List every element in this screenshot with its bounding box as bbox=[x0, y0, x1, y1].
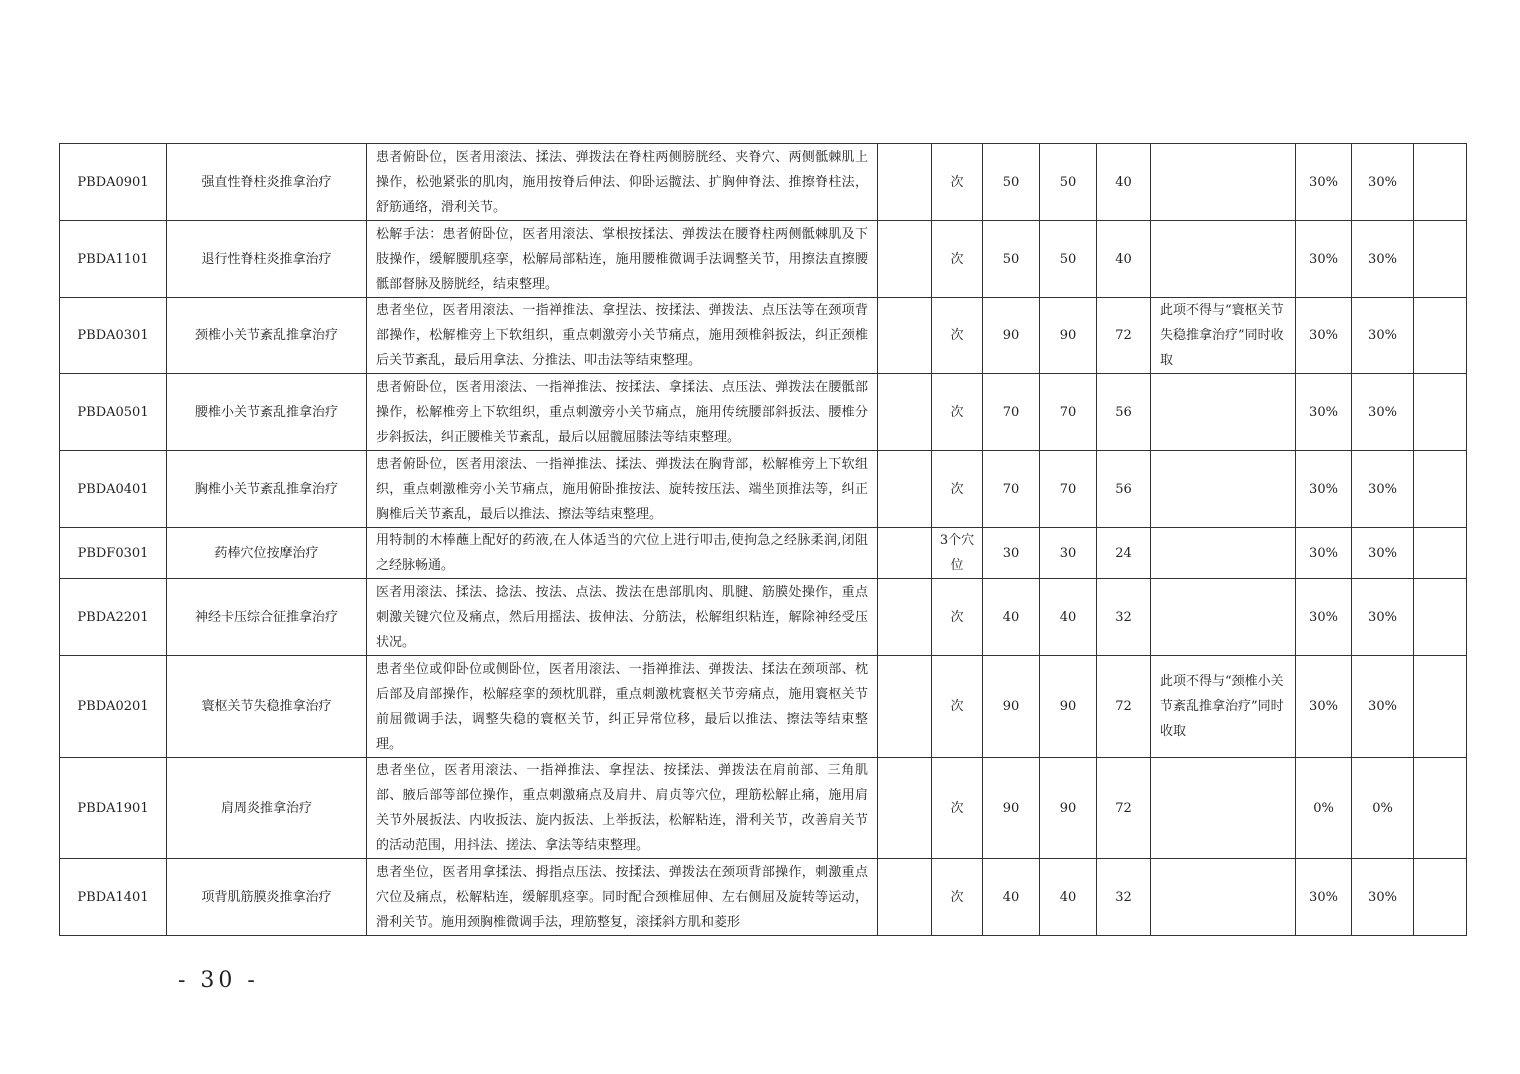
name-cell: 胸椎小关节紊乱推拿治疗 bbox=[167, 451, 367, 528]
ratio1-cell: 30% bbox=[1296, 221, 1352, 298]
ratio1-cell: 30% bbox=[1296, 656, 1352, 758]
price2-cell: 40 bbox=[1040, 859, 1097, 936]
excluded-cell bbox=[878, 758, 932, 859]
fee-table bbox=[59, 143, 1467, 936]
code-cell: PBDA0501 bbox=[60, 374, 167, 451]
excluded-cell bbox=[878, 144, 932, 221]
ratio2-cell: 30% bbox=[1352, 859, 1414, 936]
note-cell bbox=[1151, 221, 1296, 298]
price3-cell: 56 bbox=[1097, 451, 1151, 528]
unit-cell: 次 bbox=[932, 579, 983, 656]
price3-cell: 40 bbox=[1097, 221, 1151, 298]
price3-cell: 72 bbox=[1097, 758, 1151, 859]
unit-cell: 次 bbox=[932, 758, 983, 859]
price1-cell: 30 bbox=[983, 528, 1040, 579]
name-cell: 退行性脊柱炎推拿治疗 bbox=[167, 221, 367, 298]
content-cell: 患者俯卧位，医者用滚法、揉法、弹拨法在脊柱两侧膀胱经、夹脊穴、两侧骶棘肌上操作，松弛紧张的肌肉，施用按脊后伸法、仰卧运髋法、扩胸伸脊法、推擦脊柱法，舒筋通络，滑利关节。 bbox=[367, 144, 878, 221]
name-cell: 强直性脊柱炎推拿治疗 bbox=[167, 144, 367, 221]
ratio2-cell: 30% bbox=[1352, 298, 1414, 374]
unit-cell: 次 bbox=[932, 859, 983, 936]
name-cell: 项背肌筋膜炎推拿治疗 bbox=[167, 859, 367, 936]
ratio1-cell: 30% bbox=[1296, 859, 1352, 936]
ratio2-cell: 30% bbox=[1352, 579, 1414, 656]
extra-cell bbox=[1414, 656, 1467, 758]
table-row bbox=[60, 451, 1467, 528]
price3-cell: 24 bbox=[1097, 528, 1151, 579]
ratio2-cell: 30% bbox=[1352, 656, 1414, 758]
page-number: - 30 - bbox=[178, 968, 259, 993]
excluded-cell bbox=[878, 221, 932, 298]
table-row bbox=[60, 374, 1467, 451]
note-cell: 此项不得与“颈椎小关节紊乱推拿治疗”同时收取 bbox=[1151, 656, 1296, 758]
code-cell: PBDA1901 bbox=[60, 758, 167, 859]
table-row bbox=[60, 579, 1467, 656]
excluded-cell bbox=[878, 579, 932, 656]
price2-cell: 50 bbox=[1040, 144, 1097, 221]
price1-cell: 70 bbox=[983, 451, 1040, 528]
content-cell: 患者俯卧位，医者用滚法、一指禅推法、揉法、弹拨法在胸背部，松解椎旁上下软组织，重点刺激椎旁小关节痛点，施用俯卧推按法、旋转按压法、端坐顶推法等，纠正胸椎后关节紊乱，最后以推法、擦法等结束整理。 bbox=[367, 451, 878, 528]
table-row bbox=[60, 859, 1467, 936]
name-cell: 药棒穴位按摩治疗 bbox=[167, 528, 367, 579]
ratio2-cell: 30% bbox=[1352, 451, 1414, 528]
extra-cell bbox=[1414, 298, 1467, 374]
unit-cell: 次 bbox=[932, 298, 983, 374]
content-cell: 松解手法：患者俯卧位，医者用滚法、掌根按揉法、弹拨法在腰脊柱两侧骶棘肌及下肢操作，缓解腰肌痉挛，松解局部粘连，施用腰椎微调手法调整关节，用擦法直擦腰骶部督脉及膀胱经，结束整理。 bbox=[367, 221, 878, 298]
code-cell: PBDF0301 bbox=[60, 528, 167, 579]
price3-cell: 72 bbox=[1097, 656, 1151, 758]
price1-cell: 50 bbox=[983, 221, 1040, 298]
table-row bbox=[60, 528, 1467, 579]
price3-cell: 40 bbox=[1097, 144, 1151, 221]
extra-cell bbox=[1414, 579, 1467, 656]
ratio1-cell: 30% bbox=[1296, 298, 1352, 374]
code-cell: PBDA0401 bbox=[60, 451, 167, 528]
ratio1-cell: 30% bbox=[1296, 579, 1352, 656]
content-cell: 患者俯卧位，医者用滚法、一指禅推法、按揉法、拿揉法、点压法、弹拨法在腰骶部操作，松解椎旁上下软组织，重点刺激旁小关节痛点，施用传统腰部斜扳法、腰椎分步斜扳法，纠正腰椎关节紊乱，最后以屈髋屈膝法等结束整理。 bbox=[367, 374, 878, 451]
note-cell bbox=[1151, 528, 1296, 579]
extra-cell bbox=[1414, 374, 1467, 451]
content-cell: 医者用滚法、揉法、捻法、按法、点法、拨法在患部肌肉、肌腱、筋膜处操作，重点刺激关键穴位及痛点，然后用摇法、拔伸法、分筋法，松解组织粘连，解除神经受压状况。 bbox=[367, 579, 878, 656]
unit-cell: 次 bbox=[932, 656, 983, 758]
extra-cell bbox=[1414, 221, 1467, 298]
price1-cell: 70 bbox=[983, 374, 1040, 451]
ratio2-cell: 30% bbox=[1352, 221, 1414, 298]
note-cell: 此项不得与“寰枢关节失稳推拿治疗”同时收取 bbox=[1151, 298, 1296, 374]
price2-cell: 70 bbox=[1040, 451, 1097, 528]
excluded-cell bbox=[878, 859, 932, 936]
name-cell: 肩周炎推拿治疗 bbox=[167, 758, 367, 859]
ratio1-cell: 30% bbox=[1296, 144, 1352, 221]
ratio2-cell: 30% bbox=[1352, 528, 1414, 579]
price2-cell: 70 bbox=[1040, 374, 1097, 451]
code-cell: PBDA2201 bbox=[60, 579, 167, 656]
price1-cell: 40 bbox=[983, 579, 1040, 656]
price2-cell: 40 bbox=[1040, 579, 1097, 656]
note-cell bbox=[1151, 374, 1296, 451]
excluded-cell bbox=[878, 374, 932, 451]
extra-cell bbox=[1414, 859, 1467, 936]
content-cell: 患者坐位，医者用滚法、一指禅推法、拿捏法、按揉法、弹拨法在肩前部、三角肌部、腋后部等部位操作，重点刺激痛点及肩井、肩贞等穴位，理筋松解止痛，施用肩关节外展扳法、内收扳法、旋内扳法、上举扳法，松解粘连，滑利关节，改善肩关节的活动范围，用抖法、搓法、拿法等结束整理。 bbox=[367, 758, 878, 859]
ratio2-cell: 30% bbox=[1352, 144, 1414, 221]
name-cell: 颈椎小关节紊乱推拿治疗 bbox=[167, 298, 367, 374]
price2-cell: 90 bbox=[1040, 298, 1097, 374]
ratio1-cell: 30% bbox=[1296, 451, 1352, 528]
extra-cell bbox=[1414, 144, 1467, 221]
price1-cell: 90 bbox=[983, 758, 1040, 859]
price3-cell: 32 bbox=[1097, 859, 1151, 936]
content-cell: 患者坐位，医者用滚法、一指禅推法、拿捏法、按揉法、弹拨法、点压法等在颈项背部操作，松解椎旁上下软组织，重点刺激旁小关节痛点，施用颈椎斜扳法，纠正颈椎后关节紊乱，最后用拿法、分推法、叩击法等结束整理。 bbox=[367, 298, 878, 374]
extra-cell bbox=[1414, 758, 1467, 859]
name-cell: 神经卡压综合征推拿治疗 bbox=[167, 579, 367, 656]
content-cell: 患者坐位，医者用拿揉法、拇指点压法、按揉法、弹拨法在颈项背部操作，刺激重点穴位及痛点，松解粘连，缓解肌痉挛。同时配合颈椎屈伸、左右侧屈及旋转等运动，滑利关节。施用颈胸椎微调手法，理筋整复，滚揉斜方肌和菱形 bbox=[367, 859, 878, 936]
note-cell bbox=[1151, 579, 1296, 656]
unit-cell: 次 bbox=[932, 374, 983, 451]
price1-cell: 40 bbox=[983, 859, 1040, 936]
table-row bbox=[60, 758, 1467, 859]
code-cell: PBDA0901 bbox=[60, 144, 167, 221]
name-cell: 寰枢关节失稳推拿治疗 bbox=[167, 656, 367, 758]
excluded-cell bbox=[878, 451, 932, 528]
code-cell: PBDA0201 bbox=[60, 656, 167, 758]
unit-cell: 3个穴位 bbox=[932, 528, 983, 579]
extra-cell bbox=[1414, 528, 1467, 579]
table-row bbox=[60, 656, 1467, 758]
note-cell bbox=[1151, 144, 1296, 221]
ratio1-cell: 30% bbox=[1296, 528, 1352, 579]
note-cell bbox=[1151, 758, 1296, 859]
unit-cell: 次 bbox=[932, 451, 983, 528]
price2-cell: 30 bbox=[1040, 528, 1097, 579]
price2-cell: 90 bbox=[1040, 656, 1097, 758]
note-cell bbox=[1151, 859, 1296, 936]
code-cell: PBDA1101 bbox=[60, 221, 167, 298]
code-cell: PBDA0301 bbox=[60, 298, 167, 374]
price1-cell: 90 bbox=[983, 656, 1040, 758]
code-cell: PBDA1401 bbox=[60, 859, 167, 936]
unit-cell: 次 bbox=[932, 221, 983, 298]
table-body bbox=[60, 144, 1467, 936]
price3-cell: 72 bbox=[1097, 298, 1151, 374]
price1-cell: 50 bbox=[983, 144, 1040, 221]
table-row bbox=[60, 144, 1467, 221]
table-row bbox=[60, 298, 1467, 374]
unit-cell: 次 bbox=[932, 144, 983, 221]
name-cell: 腰椎小关节紊乱推拿治疗 bbox=[167, 374, 367, 451]
price1-cell: 90 bbox=[983, 298, 1040, 374]
ratio1-cell: 30% bbox=[1296, 374, 1352, 451]
table-row bbox=[60, 221, 1467, 298]
ratio2-cell: 0% bbox=[1352, 758, 1414, 859]
extra-cell bbox=[1414, 451, 1467, 528]
ratio2-cell: 30% bbox=[1352, 374, 1414, 451]
excluded-cell bbox=[878, 298, 932, 374]
ratio1-cell: 0% bbox=[1296, 758, 1352, 859]
price2-cell: 90 bbox=[1040, 758, 1097, 859]
price2-cell: 50 bbox=[1040, 221, 1097, 298]
price3-cell: 56 bbox=[1097, 374, 1151, 451]
note-cell bbox=[1151, 451, 1296, 528]
excluded-cell bbox=[878, 656, 932, 758]
content-cell: 用特制的木棒蘸上配好的药液,在人体适当的穴位上进行叩击,使拘急之经脉柔润,闭阻之经脉畅通。 bbox=[367, 528, 878, 579]
excluded-cell bbox=[878, 528, 932, 579]
price3-cell: 32 bbox=[1097, 579, 1151, 656]
content-cell: 患者坐位或仰卧位或侧卧位，医者用滚法、一指禅推法、弹拨法、揉法在颈项部、枕后部及肩部操作，松解痉挛的颈枕肌群，重点刺激枕寰枢关节旁痛点，施用寰枢关节前屈微调手法，调整失稳的寰枢关节，纠正异常位移，最后以推法、擦法等结束整理。 bbox=[367, 656, 878, 758]
